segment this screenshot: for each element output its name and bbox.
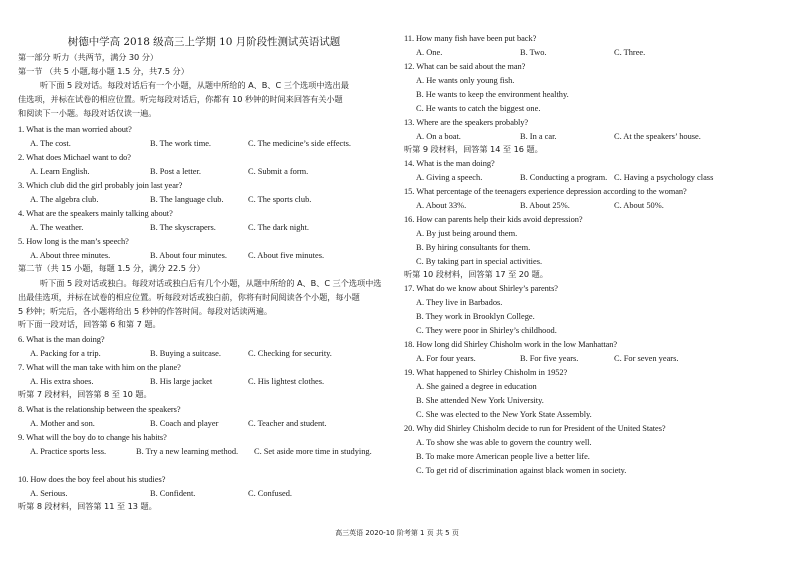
- audio-instruction-14: 听第 9 段材料，回答第 14 至 16 题。: [404, 144, 543, 154]
- q20-option-a[interactable]: A. To show she was able to govern the country well.: [416, 438, 592, 447]
- q6-option-a[interactable]: A. Packing for a trip.: [30, 349, 101, 358]
- question-8: 8. What is the relationship between the speakers?: [18, 405, 181, 414]
- q15-option-a[interactable]: A. About 33%.: [416, 201, 467, 210]
- q16-option-c[interactable]: C. By taking part in special activities.: [416, 257, 543, 266]
- q18-option-a[interactable]: A. For four years.: [416, 354, 476, 363]
- question-2: 2. What does Michael want to do?: [18, 153, 131, 162]
- question-17: 17. What do we know about Shirley’s parents?: [404, 284, 558, 293]
- question-20: 20. Why did Shirley Chisholm decide to run for President of the United States?: [404, 424, 666, 433]
- q18-option-c[interactable]: C. For seven years.: [614, 354, 679, 363]
- q9-option-c[interactable]: C. Set aside more time in studying.: [254, 447, 372, 456]
- q10-option-b[interactable]: B. Confident.: [150, 489, 196, 498]
- q2-option-a[interactable]: A. Learn English.: [30, 167, 90, 176]
- q14-option-a[interactable]: A. Giving a speech.: [416, 173, 483, 182]
- question-14: 14. What is the man doing?: [404, 159, 495, 168]
- question-6: 6. What is the man doing?: [18, 335, 105, 344]
- q1-option-b[interactable]: B. The work time.: [150, 139, 212, 148]
- q8-option-a[interactable]: A. Mother and son.: [30, 419, 95, 428]
- question-1: 1. What is the man worried about?: [18, 125, 132, 134]
- q11-option-b[interactable]: B. Two.: [520, 48, 547, 57]
- q13-option-b[interactable]: B. In a car.: [520, 132, 557, 141]
- question-11: 11. How many fish have been put back?: [404, 34, 537, 43]
- q17-option-b[interactable]: B. They work in Brooklyn College.: [416, 312, 535, 321]
- q14-option-c[interactable]: C. Having a psychology class: [614, 173, 714, 182]
- q11-option-a[interactable]: A. One.: [416, 48, 443, 57]
- q8-option-b[interactable]: B. Coach and player: [150, 419, 219, 428]
- q17-option-a[interactable]: A. They live in Barbados.: [416, 298, 503, 307]
- question-10: 10. How does the boy feel about his studies?: [18, 475, 166, 484]
- q3-option-b[interactable]: B. The language club.: [150, 195, 224, 204]
- q8-option-c[interactable]: C. Teacher and student.: [248, 419, 327, 428]
- page-footer: 高三英语 2020-10 阶考第 1 页 共 5 页: [335, 529, 459, 537]
- instructions1-line3: 和阅读下一小题。每段对话仅读一遍。: [18, 108, 157, 118]
- q12-option-c[interactable]: C. He wants to catch the biggest one.: [416, 104, 541, 113]
- q9-option-b[interactable]: B. Try a new learning method.: [136, 447, 239, 456]
- q5-option-a[interactable]: A. About three minutes.: [30, 251, 111, 260]
- q13-option-c[interactable]: C. At the speakers’ house.: [614, 132, 701, 141]
- q7-option-b[interactable]: B. His large jacket: [150, 377, 213, 386]
- question-12: 12. What can be said about the man?: [404, 62, 526, 71]
- q7-option-c[interactable]: C. His lightest clothes.: [248, 377, 325, 386]
- instructions1-line1: 听下面 5 段对话。每段对话后有一个小题，从题中所给的 A、B、C 三个选项中选出最: [40, 80, 349, 90]
- q4-option-c[interactable]: C. The dark night.: [248, 223, 310, 232]
- section2-heading: 第二节（共 15 小题，每题 1.5 分，满分 22.5 分）: [18, 263, 205, 273]
- question-9: 9. What will the boy do to change his habits?: [18, 433, 167, 442]
- question-16: 16. How can parents help their kids avoid depression?: [404, 215, 583, 224]
- q7-option-a[interactable]: A. His extra shoes.: [30, 377, 94, 386]
- q6-option-b[interactable]: B. Buying a suitcase.: [150, 349, 221, 358]
- section1-heading: 第一节 （共 5 小题,每小题 1.5 分，共7.5 分）: [18, 66, 189, 76]
- q6-option-c[interactable]: C. Checking for security.: [248, 349, 332, 358]
- audio-instruction-11: 听第 8 段材料，回答第 11 至 13 题。: [18, 501, 157, 511]
- q15-option-c[interactable]: C. About 50%.: [614, 201, 664, 210]
- q4-option-b[interactable]: B. The skyscrapers.: [150, 223, 216, 232]
- question-3: 3. Which club did the girl probably join last year?: [18, 181, 183, 190]
- q5-option-c[interactable]: C. About five minutes.: [248, 251, 325, 260]
- q12-option-a[interactable]: A. He wants only young fish.: [416, 76, 515, 85]
- question-4: 4. What are the speakers mainly talking about?: [18, 209, 173, 218]
- q19-option-c[interactable]: C. She was elected to the New York State Assembly.: [416, 410, 592, 419]
- page-title: 树德中学高 2018 级高三上学期 10 月阶段性测试英语试题: [67, 36, 341, 48]
- question-13: 13. Where are the speakers probably?: [404, 118, 529, 127]
- q20-option-b[interactable]: B. To make more American people live a better life.: [416, 452, 590, 461]
- part-heading: 第一部分 听力（共两节，满分 30 分）: [18, 52, 159, 62]
- q20-option-c[interactable]: C. To get rid of discrimination against black women in society.: [416, 466, 627, 475]
- q3-option-c[interactable]: C. The sports club.: [248, 195, 312, 204]
- q14-option-b[interactable]: B. Conducting a program.: [520, 173, 608, 182]
- q1-option-a[interactable]: A. The cost.: [30, 139, 71, 148]
- audio-instruction-17: 听第 10 段材料，回答第 17 至 20 题。: [404, 269, 548, 279]
- q9-option-a[interactable]: A. Practice sports less.: [30, 447, 107, 456]
- q16-option-a[interactable]: A. By just being around them.: [416, 229, 518, 238]
- q16-option-b[interactable]: B. By hiring consultants for them.: [416, 243, 531, 252]
- instructions2-line3: 5 秒钟；听完后，各小题将给出 5 秒钟的作答时间。每段对话读两遍。: [18, 306, 272, 316]
- q19-option-a[interactable]: A. She gained a degree in education: [416, 382, 537, 391]
- question-15: 15. What percentage of the teenagers experience depression according to the woman?: [404, 187, 687, 196]
- q15-option-b[interactable]: B. About 25%.: [520, 201, 570, 210]
- audio-instruction-8: 听第 7 段材料，回答第 8 至 10 题。: [18, 389, 152, 399]
- q11-option-c[interactable]: C. Three.: [614, 48, 646, 57]
- question-7: 7. What will the man take with him on the plane?: [18, 363, 181, 372]
- q12-option-b[interactable]: B. He wants to keep the environment healthy.: [416, 90, 569, 99]
- q18-option-b[interactable]: B. For five years.: [520, 354, 579, 363]
- question-5: 5. How long is the man’s speech?: [18, 237, 129, 246]
- q17-option-c[interactable]: C. They were poor in Shirley’s childhood.: [416, 326, 557, 335]
- q1-option-c[interactable]: C. The medicine’s side effects.: [248, 139, 351, 148]
- question-18: 18. How long did Shirley Chisholm work in the low Manhattan?: [404, 340, 618, 349]
- q10-option-c[interactable]: C. Confused.: [248, 489, 292, 498]
- q10-option-a[interactable]: A. Serious.: [30, 489, 68, 498]
- question-19: 19. What happened to Shirley Chisholm in 1952?: [404, 368, 568, 377]
- q2-option-b[interactable]: B. Post a letter.: [150, 167, 201, 176]
- audio-instruction-6: 听下面一段对话，回答第 6 和第 7 题。: [18, 319, 161, 329]
- q19-option-b[interactable]: B. She attended New York University.: [416, 396, 544, 405]
- q4-option-a[interactable]: A. The weather.: [30, 223, 84, 232]
- instructions2-line1: 听下面 5 段对话或独白。每段对话或独白后有几个小题，从题中所给的 A、B、C 三个选项中选: [40, 278, 382, 288]
- q13-option-a[interactable]: A. On a boat.: [416, 132, 461, 141]
- q5-option-b[interactable]: B. About four minutes.: [150, 251, 228, 260]
- q3-option-a[interactable]: A. The algebra club.: [30, 195, 99, 204]
- instructions2-line2: 出最佳选项，并标在试卷的相应位置。听每段对话或独白前，你将有时间阅读各个小题，每小题: [18, 292, 360, 302]
- q2-option-c[interactable]: C. Submit a form.: [248, 167, 309, 176]
- instructions1-line2: 佳选项，并标在试卷的相应位置。听完每段对话后，你都有 10 秒钟的时间来回答有关小题: [18, 94, 343, 104]
